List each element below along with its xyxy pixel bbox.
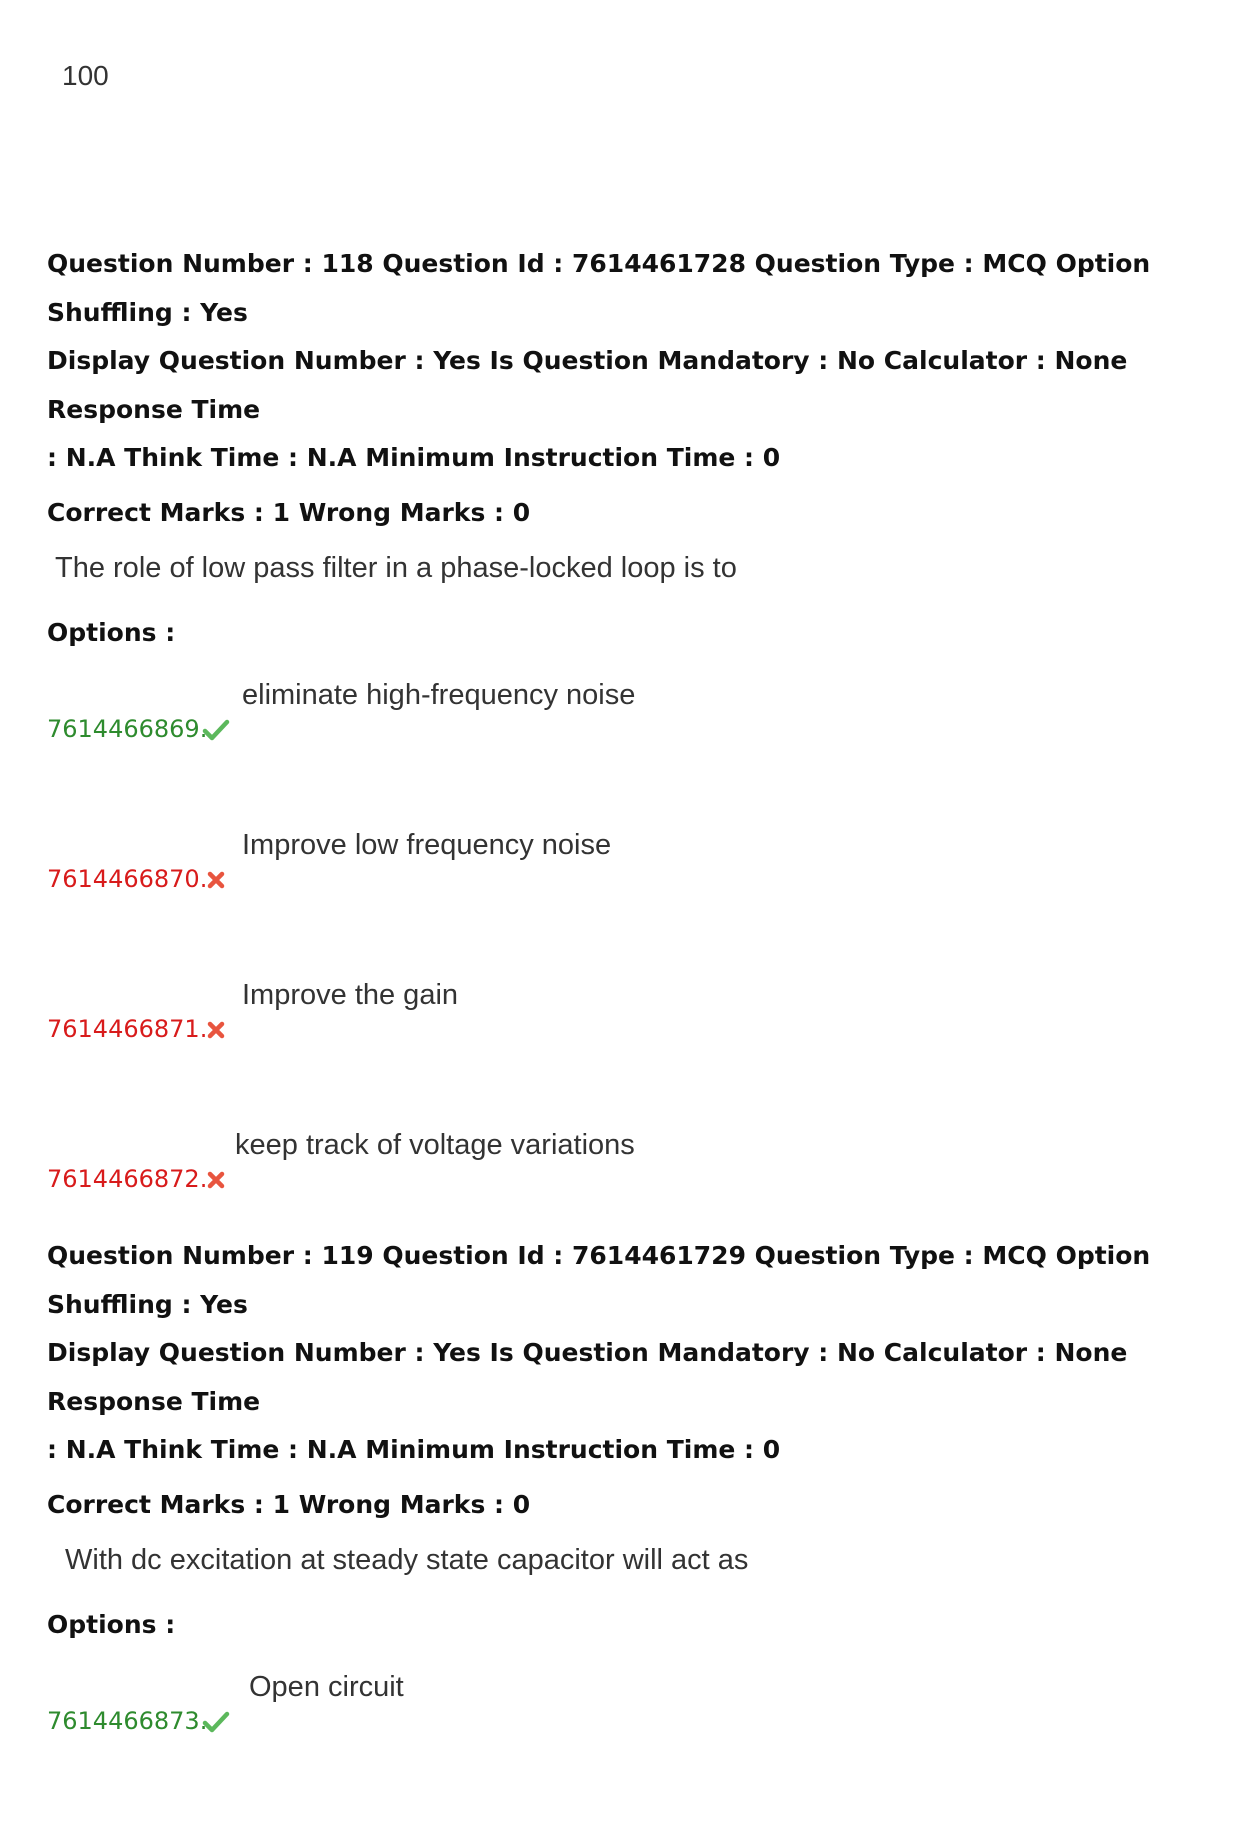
options-label: Options : [47, 1609, 176, 1639]
option-item [47, 679, 1197, 829]
option-text: keep track of voltage variations [235, 1128, 635, 1161]
question-meta-line-1: Question Number : 118 Question Id : 7614461728 Question Type : MCQ Option Shuffling : Yes [47, 249, 1151, 327]
cross-icon [202, 865, 230, 895]
question-marks: Correct Marks : 1 Wrong Marks : 0 [47, 497, 531, 527]
option-text: Open circuit [249, 1670, 404, 1703]
check-icon [202, 1707, 230, 1737]
cross-icon [202, 1165, 230, 1195]
option-item [47, 979, 1197, 1129]
option-id: 7614466870. [47, 864, 208, 893]
cross-icon [202, 1015, 230, 1045]
question-meta-line-2: Display Question Number : Yes Is Question Mandatory : No Calculator : None Response Time [47, 346, 1128, 424]
option-id: 7614466871. [47, 1014, 208, 1043]
question-block-118 [47, 240, 1197, 1279]
question-meta-line-2: Display Question Number : Yes Is Question Mandatory : No Calculator : None Response Time [47, 1338, 1128, 1416]
option-text: eliminate high-frequency noise [242, 678, 636, 711]
question-text: With dc excitation at steady state capacitor will act as [65, 1543, 749, 1576]
option-text: Improve the gain [242, 978, 459, 1011]
question-meta-line-3: : N.A Think Time : N.A Minimum Instruction Time : 0 [47, 1435, 781, 1464]
question-block-119 [47, 1232, 1197, 1821]
question-text: The role of low pass filter in a phase-locked loop is to [55, 551, 737, 584]
previous-answer-value: 100 [62, 60, 109, 91]
question-meta-line-1: Question Number : 119 Question Id : 7614461729 Question Type : MCQ Option Shuffling : Yes [47, 1241, 1151, 1319]
options-label: Options : [47, 617, 176, 647]
option-item [47, 1671, 1197, 1821]
question-meta-line-3: : N.A Think Time : N.A Minimum Instruction Time : 0 [47, 443, 781, 472]
option-id: 7614466873. [47, 1706, 208, 1735]
option-id: 7614466869. [47, 714, 208, 743]
check-icon [202, 715, 230, 745]
option-text: Improve low frequency noise [242, 828, 612, 861]
option-id: 7614466872. [47, 1164, 208, 1193]
option-item [47, 829, 1197, 979]
question-marks: Correct Marks : 1 Wrong Marks : 0 [47, 1489, 531, 1519]
